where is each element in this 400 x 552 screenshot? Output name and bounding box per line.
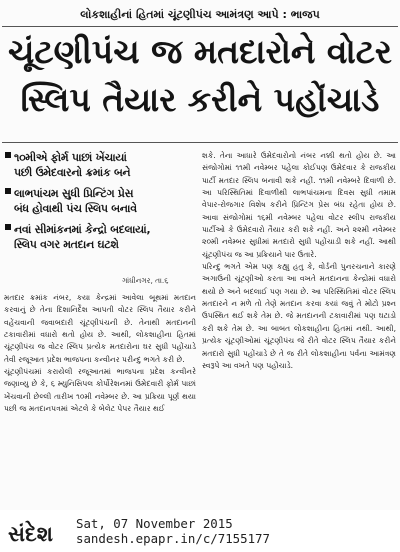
logo-text: સંદેશ	[8, 522, 53, 546]
bullet-item	[4, 222, 196, 252]
bullet-item	[4, 150, 196, 180]
kicker-line: લોકશાહીનાં હિતમાં ચૂંટણીપંચ આમંત્રણ આપે : ભાજપ	[80, 8, 320, 21]
bullet-line: લાભપાંચમ સુધી પ્રિન્ટિંગ પ્રેસ	[14, 187, 134, 200]
article-column-1	[4, 292, 196, 415]
paragraph: શકે. તેના આધારે ઉમેદવારોનો નંબર નક્કી થતો હોય છે. આ સંજોગોમાં ૧૧મી નવેમ્બર પહેલા કોઈપણ ઉમેદવાર કે રાજકીય પાર્ટી મતદાર સ્લિપ બનાવી શકે નહીં. ૧૧મી નવેમ્બરે દિવાળી છે. આ પરિસ્થિતિમાં દિવાળીથી લાભપાંચમના દિવસ સુધી તમામ વેપાર-રોજગાર વિશેષ કરીને પ્રિન્ટિંગ પ્રેસ બંધ રહેતા હોય છે. આવા સંજોગોમાં ૧૬મી નવેમ્બર પહેલા વોટર સ્લીપ રાજકીય પાર્ટીઓ કે ઉમેદવારો તૈયાર કરી શકે નહીં. અને ૨૨મી નવેમ્બર ૨૦મી નવેમ્બર સુધીમાં મતદારો સુધી પહોંચાડી શકે નહીં. આથી ચૂંટણીપંચ જ આ પ્રક્રિયાને પાર ઉતારે.	[202, 151, 396, 259]
epaper-link[interactable]: sandesh.epapr.in/c/7155177	[76, 531, 270, 546]
square-bullet-icon	[5, 152, 11, 158]
bullet-line: સ્લિપ વગર મતદાન ઘટશે	[14, 238, 119, 251]
bullet-line: ૧૦મીએ ફોર્મ પાછાં ખેંચાયાં	[14, 151, 127, 164]
bullet-item	[4, 186, 196, 216]
headline-line-1: ચૂંટણીપંચ જ મતદારોને વોટર	[7, 32, 392, 71]
edition-date: Sat, 07 November 2015	[76, 516, 233, 531]
paragraph: મતદાર ક્રમાંક નંબર, કયા કેન્દ્રમાં આવેલા બૂથમાં મતદાન કરવાનું છે તેના દિશાનિર્દેશ આપતી વોટર સ્લિપ તૈયાર કરીને વહેંચવાની જવાબદારી ચૂંટણીપંચની છે. તેનાથી મતદાનની ટકાવારીમાં વધારો થતો હોય છે. આથી, લોકશાહીના હિતમાં ચૂંટણીપંચ જ વોટર સ્લિપ પ્રત્યેક મતદારોના ઘર સુધી પહોંચાડે તેવી રજૂઆત પ્રદેશ ભાજપના કન્વીનર પરીન્દુ ભગતે કરી છે.	[4, 293, 196, 364]
bullet-line: બંધ હોવાથી પંચ સ્લિપ બનાવે	[14, 202, 137, 215]
divider	[2, 142, 398, 143]
dateline: ગાંધીનગર, તા.૬	[122, 276, 169, 285]
bullet-line: નવાં સીમાંકનમાં કેન્દ્રો બદલાયાં,	[14, 223, 151, 236]
square-bullet-icon	[5, 224, 11, 230]
divider	[2, 26, 398, 27]
headline-line-2: સ્લિપ તૈયાર કરીને પહોંચાડે	[20, 80, 380, 119]
highlight-bullets	[4, 150, 196, 258]
epaper-footer	[0, 512, 400, 552]
square-bullet-icon	[5, 188, 11, 194]
paragraph: પરિન્દુ ભગતે એમ પણ કહ્યુ હતુ કે, વોર્ડની પુનરચનાને કારણે અગાઉની ચૂંટણીઓ કરતા આ વખતે મતદાનના કેન્દ્રોમાં વધારો થયો છે અને બદલાઈ પણ ગયા છે. આ પરિસ્થિતિમાં વોટર સ્લિપ મતદારને ન મળે તો તેણે મતદાન કરવા કયાં જવું તે મોટો પ્રશ્ન ઉપસ્થિત થઈ શકે તેમ છે. જે મતદાનની ટકાવારીમાં પણ ઘટાડો કરી શકે તેમ છે. આ બાબત લોકશાહીના હિતમાં નથી. આથી, પ્રત્યેક ચૂંટણીઓમાં ચૂંટણીપંચ જે રીતે વોટર સ્લિપ તૈયાર કરીને મતદારો સુધી પહોંચાડે છે તે જ રીતે લોકશાહીના પર્વના આમંત્રણ સ્વરૂપે આ વખતે પણ પહોંચાડે.	[202, 262, 396, 370]
article-column-2	[202, 150, 396, 372]
sandesh-logo	[6, 518, 62, 548]
bullet-line: પછી ઉમેદવારનો ક્રમાંક બને	[14, 166, 131, 179]
paragraph: ચૂંટણીપંચમાં કરાયેલી રજૂઆતમાં ભાજપના પ્રદેશ કન્વીનરે જણાવ્યુ છે કે, ૬ મ્યુનિસિપલ કોર્પોરેશનમાં ઉમેદવારી ફોર્મ પાછાં ખેંચવાની છેલ્લી તારીખ ૧૦મી નવેમ્બર છે. આ પ્રક્રિયા પૂર્ણ થયા પછી જ મતદાનપત્રમાં એટલે કે બેલેટ પેપર તૈયાર થઈ	[4, 367, 196, 414]
